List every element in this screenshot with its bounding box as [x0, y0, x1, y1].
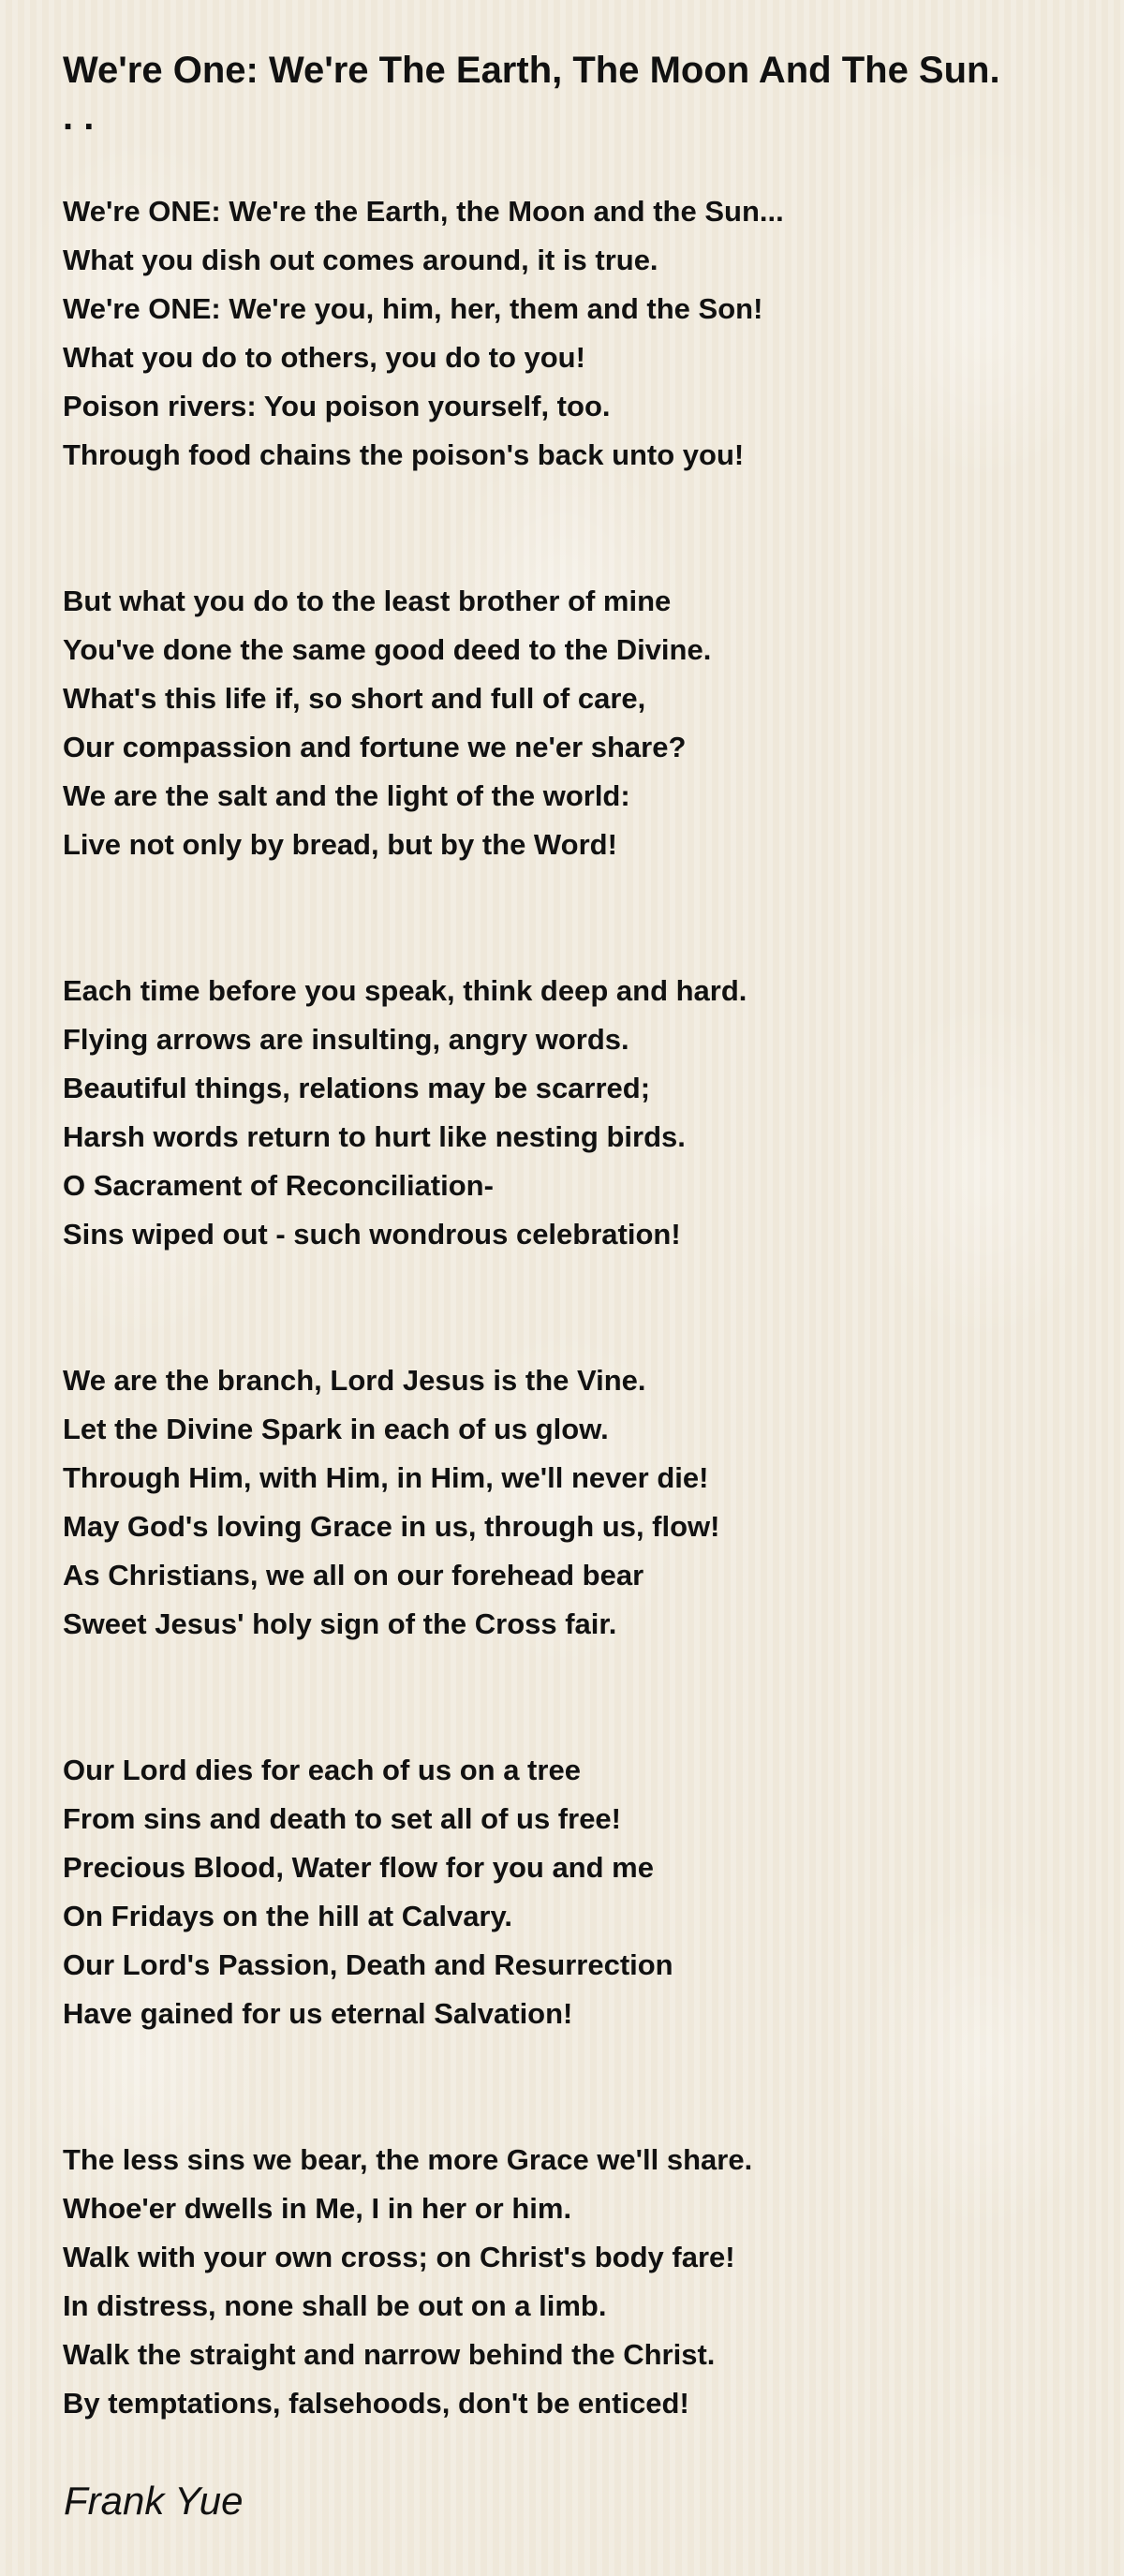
poem-line: Poison rivers: You poison yourself, too.	[63, 390, 611, 422]
poem-line: We're ONE: We're you, him, her, them and the Son!	[63, 292, 763, 325]
poem-line: Each time before you speak, think deep and hard.	[63, 974, 747, 1007]
poem-line: Harsh words return to hurt like nesting birds.	[63, 1120, 686, 1153]
poem-line: We're ONE: We're the Earth, the Moon and the Sun...	[63, 195, 784, 228]
poem-line: What's this life if, so short and full of care,	[63, 682, 646, 715]
poem-line: Sweet Jesus' holy sign of the Cross fair.	[63, 1607, 617, 1640]
poem-line: Beautiful things, relations may be scarred;	[63, 1072, 651, 1104]
poem-line: Sins wiped out - such wondrous celebration!	[63, 1218, 681, 1251]
poem-line: We are the branch, Lord Jesus is the Vine.	[63, 1364, 646, 1397]
poem-author: Frank Yue	[64, 2479, 244, 2523]
poem-line: Through Him, with Him, in Him, we'll never die!	[63, 1461, 709, 1494]
poem-line: Whoe'er dwells in Me, I in her or him.	[63, 2192, 572, 2225]
poem-line: Through food chains the poison's back unto you!	[63, 438, 745, 471]
poem-line: May God's loving Grace in us, through us, flow!	[63, 1510, 720, 1543]
stanza-4	[63, 1356, 1068, 1649]
poem-line: What you do to others, you do to you!	[63, 341, 585, 374]
poem-line: Flying arrows are insulting, angry words.	[63, 1023, 629, 1056]
stanza-3	[63, 967, 1068, 1259]
poem-line: Walk with your own cross; on Christ's body fare!	[63, 2241, 735, 2273]
poem-line: O Sacrament of Reconciliation-	[63, 1169, 494, 1202]
stanza-1	[63, 187, 1068, 480]
poem-line: Have gained for us eternal Salvation!	[63, 1997, 573, 2030]
poem-line: As Christians, we all on our forehead bear	[63, 1559, 644, 1591]
poem-line: We are the salt and the light of the world:	[63, 779, 630, 812]
poem-line: Our Lord dies for each of us on a tree	[63, 1754, 581, 1786]
stanza-2	[63, 577, 1068, 869]
poem-line: By temptations, falsehoods, don't be enticed!	[63, 2387, 689, 2420]
poem-line: Our Lord's Passion, Death and Resurrection	[63, 1948, 673, 1981]
poem-line: From sins and death to set all of us free!	[63, 1802, 621, 1835]
poem-line: Let the Divine Spark in each of us glow.	[63, 1413, 609, 1445]
poem-line: You've done the same good deed to the Divine.	[63, 633, 712, 666]
poem-line: But what you do to the least brother of mine	[63, 585, 672, 617]
poem-line: The less sins we bear, the more Grace we'll share.	[63, 2143, 753, 2176]
poem-line: Walk the straight and narrow behind the Christ.	[63, 2338, 716, 2371]
stanza-6	[63, 2136, 1068, 2428]
poem-line: Our compassion and fortune we ne'er share?	[63, 731, 687, 763]
stanza-5	[63, 1746, 1068, 2038]
poem-line: On Fridays on the hill at Calvary.	[63, 1900, 513, 1932]
poem-title: We're One: We're The Earth, The Moon And The Sun. . .	[63, 50, 1000, 138]
poem-line: In distress, none shall be out on a limb.	[63, 2289, 607, 2322]
poem-line: Precious Blood, Water flow for you and me	[63, 1851, 654, 1884]
poem-line: What you dish out comes around, it is true.	[63, 244, 658, 276]
poem-line: Live not only by bread, but by the Word!	[63, 828, 617, 861]
